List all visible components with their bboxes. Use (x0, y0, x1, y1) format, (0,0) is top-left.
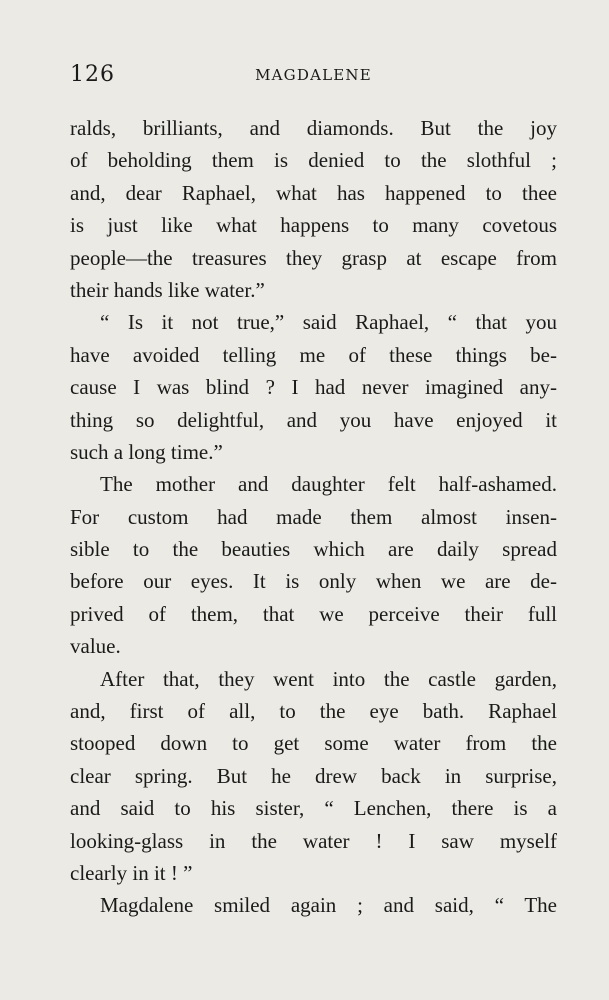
text-line: looking-glass in the water ! I saw myself (70, 828, 557, 853)
text-line: and, first of all, to the eye bath. Raphael (70, 699, 557, 724)
text-line: have avoided telling me of these things be- (70, 342, 557, 367)
text-line: clear spring. But he drew back in surprise, (70, 763, 557, 788)
body-text (70, 112, 557, 922)
text-line: ralds, brilliants, and diamonds. But the joy (70, 116, 557, 140)
text-line: prived of them, that we perceive their full (70, 601, 557, 626)
text-line: stooped down to get some water from the (70, 731, 557, 756)
page-number: 126 (70, 62, 115, 87)
text-line: their hands like water.” (70, 277, 265, 302)
text-line: of beholding them is denied to the slothful ; (70, 148, 557, 173)
text-line: people—the treasures they grasp at escape from (70, 245, 557, 270)
text-line: value. (70, 634, 121, 659)
text-line: and said to his sister, “ Lenchen, there is a (70, 796, 557, 821)
running-head (70, 62, 557, 96)
text-line: is just like what happens to many covetous (70, 213, 557, 238)
text-line: sible to the beauties which are daily spread (70, 537, 557, 562)
text-line: thing so delightful, and you have enjoyed it (70, 407, 557, 432)
text-line: “ Is it not true,” said Raphael, “ that you (100, 310, 557, 335)
text-line: before our eyes. It is only when we are de- (70, 569, 557, 594)
running-title: MAGDALENE (255, 66, 372, 84)
text-line: clearly in it ! ” (70, 860, 193, 885)
text-line: The mother and daughter felt half-ashamed. (100, 472, 557, 497)
text-line: For custom had made them almost insen- (70, 504, 557, 529)
text-line: After that, they went into the castle garden, (100, 666, 557, 691)
text-line: such a long time.” (70, 439, 223, 464)
text-line: cause I was blind ? I had never imagined any- (70, 375, 557, 400)
text-line: Magdalene smiled again ; and said, “ The (100, 893, 557, 918)
text-line: and, dear Raphael, what has happened to thee (70, 180, 557, 205)
